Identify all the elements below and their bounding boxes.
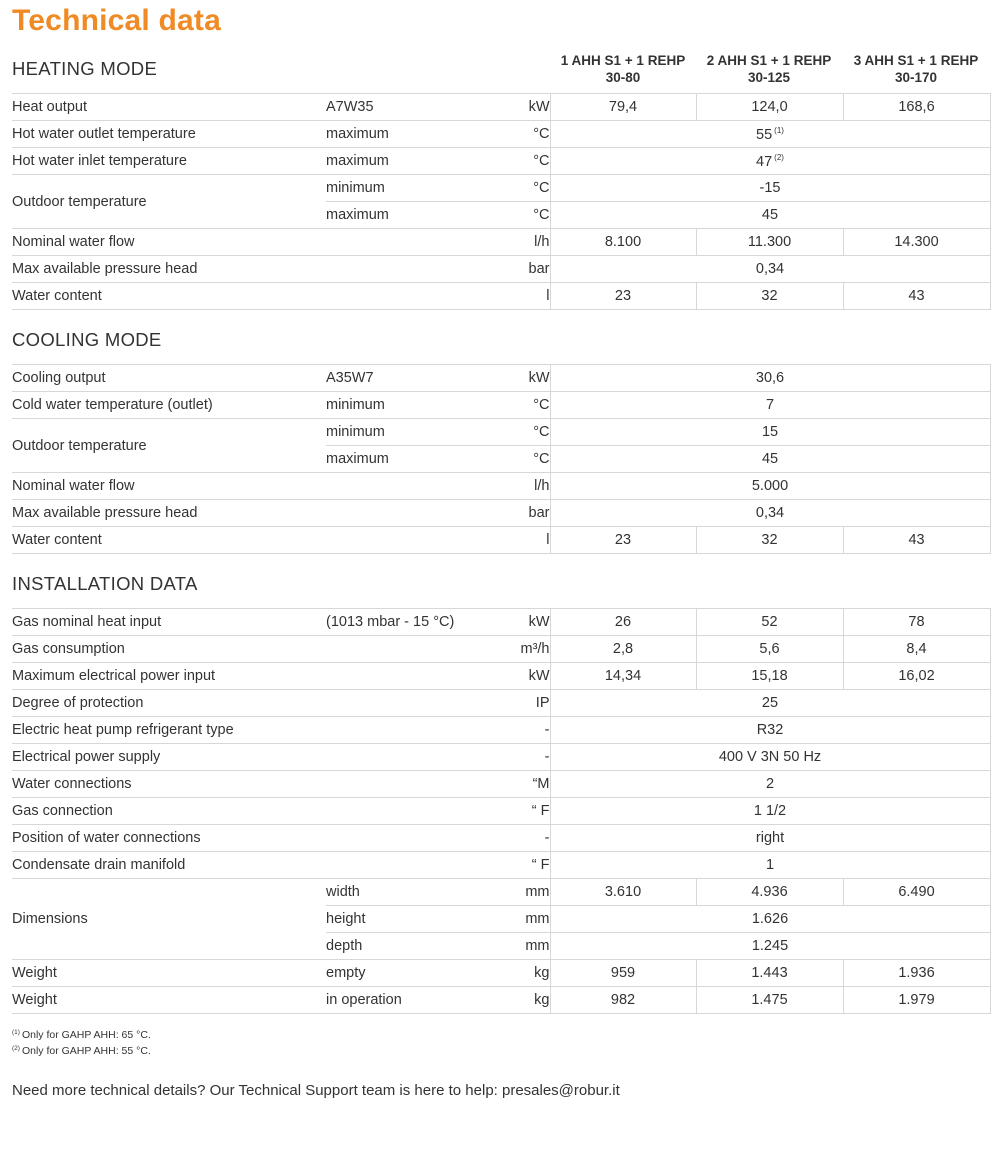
cooling-section-title: COOLING MODE — [12, 329, 162, 350]
row-condition: A7W35 — [326, 94, 466, 121]
table-row — [12, 392, 990, 419]
table-row — [12, 473, 990, 500]
column-header-2: 2 AHH S1 + 1 REHP 30-125 — [706, 53, 832, 85]
row-condition — [326, 852, 466, 879]
row-value-2: 32 — [696, 527, 843, 554]
row-value-2: 1.443 — [696, 960, 843, 987]
row-unit: kg — [466, 987, 550, 1014]
installation-table — [12, 608, 991, 1014]
row-value-3: 168,6 — [843, 94, 990, 121]
row-condition: minimum — [326, 392, 466, 419]
row-condition — [326, 744, 466, 771]
row-value: 45 — [550, 202, 990, 229]
cooling-table — [12, 364, 991, 554]
row-unit: “ F — [466, 798, 550, 825]
row-condition — [326, 771, 466, 798]
row-label: Max available pressure head — [12, 500, 326, 527]
row-value: right — [550, 825, 990, 852]
row-condition — [326, 473, 466, 500]
row-value-1: 3.610 — [550, 879, 696, 906]
row-value-3: 78 — [843, 609, 990, 636]
row-condition — [326, 283, 466, 310]
footnotes — [12, 1026, 151, 1058]
row-condition: maximum — [326, 121, 466, 148]
table-row — [12, 717, 990, 744]
row-value: R32 — [550, 717, 990, 744]
row-unit: kW — [466, 663, 550, 690]
row-label: Cooling output — [12, 365, 326, 392]
row-unit: bar — [466, 500, 550, 527]
row-condition: (1013 mbar - 15 °C) — [326, 609, 466, 636]
row-value-3: 16,02 — [843, 663, 990, 690]
row-unit: mm — [466, 906, 550, 933]
row-label: Weight — [12, 960, 326, 987]
row-condition — [326, 256, 466, 283]
row-value-1: 79,4 — [550, 94, 696, 121]
row-label: Dimensions — [12, 879, 326, 960]
table-row — [12, 744, 990, 771]
row-value: 5.000 — [550, 473, 990, 500]
row-condition: maximum — [326, 202, 466, 229]
row-unit: “ F — [466, 852, 550, 879]
row-label: Outdoor temperature — [12, 419, 326, 473]
row-value-3: 8,4 — [843, 636, 990, 663]
row-label: Gas nominal heat input — [12, 609, 326, 636]
row-condition: depth — [326, 933, 466, 960]
row-value-1: 14,34 — [550, 663, 696, 690]
row-condition: A35W7 — [326, 365, 466, 392]
row-label: Electrical power supply — [12, 744, 326, 771]
row-condition — [326, 663, 466, 690]
table-row — [12, 175, 990, 202]
row-value: 1 1/2 — [550, 798, 990, 825]
footnote-marker: (1) — [774, 125, 784, 135]
row-value: 400 V 3N 50 Hz — [550, 744, 990, 771]
table-row — [12, 365, 990, 392]
row-condition — [326, 798, 466, 825]
row-unit: - — [466, 744, 550, 771]
row-value-1: 2,8 — [550, 636, 696, 663]
row-condition — [326, 500, 466, 527]
row-condition: width — [326, 879, 466, 906]
page-title: Technical data — [12, 4, 221, 37]
row-unit: IP — [466, 690, 550, 717]
table-row — [12, 283, 990, 310]
row-condition: empty — [326, 960, 466, 987]
row-label: Outdoor temperature — [12, 175, 326, 229]
footnote-1: $^{(1)}$ Only for GAHP AHH: 65 °C. — [12, 1029, 151, 1041]
row-value: 7 — [550, 392, 990, 419]
row-condition — [326, 229, 466, 256]
row-value: 0,34 — [550, 500, 990, 527]
row-value-3: 1.936 — [843, 960, 990, 987]
row-unit: kg — [466, 960, 550, 987]
row-condition: maximum — [326, 446, 466, 473]
row-unit: °C — [466, 446, 550, 473]
table-row — [12, 771, 990, 798]
row-unit: m³/h — [466, 636, 550, 663]
table-row — [12, 419, 990, 446]
row-label: Gas consumption — [12, 636, 326, 663]
row-condition: minimum — [326, 175, 466, 202]
table-row — [12, 636, 990, 663]
row-condition: maximum — [326, 148, 466, 175]
table-row — [12, 987, 990, 1014]
row-label: Electric heat pump refrigerant type — [12, 717, 326, 744]
table-row — [12, 609, 990, 636]
row-value-1: 959 — [550, 960, 696, 987]
row-label: Condensate drain manifold — [12, 852, 326, 879]
row-label: Water connections — [12, 771, 326, 798]
row-label: Nominal water flow — [12, 473, 326, 500]
row-unit: l/h — [466, 229, 550, 256]
row-value-1: 26 — [550, 609, 696, 636]
row-value: 30,6 — [550, 365, 990, 392]
row-unit: mm — [466, 933, 550, 960]
row-value: 55 $^{(1)}$ — [550, 121, 990, 148]
row-unit: l — [466, 527, 550, 554]
row-label: Hot water inlet temperature — [12, 148, 326, 175]
row-condition — [326, 825, 466, 852]
table-row — [12, 256, 990, 283]
table-row — [12, 229, 990, 256]
row-label: Water content — [12, 283, 326, 310]
row-unit: kW — [466, 609, 550, 636]
row-condition: height — [326, 906, 466, 933]
row-label: Weight — [12, 987, 326, 1014]
row-value-3: 43 — [843, 527, 990, 554]
table-row — [12, 690, 990, 717]
row-label: Position of water connections — [12, 825, 326, 852]
row-label: Heat output — [12, 94, 326, 121]
row-condition — [326, 636, 466, 663]
row-value-1: 23 — [550, 527, 696, 554]
row-value-2: 11.300 — [696, 229, 843, 256]
heating-section-title: HEATING MODE — [12, 58, 158, 79]
row-unit: kW — [466, 94, 550, 121]
row-unit: - — [466, 717, 550, 744]
table-row — [12, 148, 990, 175]
row-condition — [326, 690, 466, 717]
table-row — [12, 798, 990, 825]
row-value: 47 $^{(2)}$ — [550, 148, 990, 175]
table-row — [12, 527, 990, 554]
row-unit: l — [466, 283, 550, 310]
row-value-2: 124,0 — [696, 94, 843, 121]
table-row — [12, 94, 990, 121]
table-row — [12, 960, 990, 987]
row-label: Hot water outlet temperature — [12, 121, 326, 148]
column-header-3: 3 AHH S1 + 1 REHP 30-170 — [853, 53, 979, 85]
row-value-2: 4.936 — [696, 879, 843, 906]
heating-table — [12, 93, 991, 310]
column-headers — [550, 52, 990, 88]
row-unit: °C — [466, 202, 550, 229]
row-unit: l/h — [466, 473, 550, 500]
row-label: Water content — [12, 527, 326, 554]
row-unit: kW — [466, 365, 550, 392]
table-row — [12, 825, 990, 852]
table-row — [12, 121, 990, 148]
installation-section-title: INSTALLATION DATA — [12, 573, 198, 594]
row-value-1: 23 — [550, 283, 696, 310]
row-value: 1 — [550, 852, 990, 879]
row-unit: “M — [466, 771, 550, 798]
row-value: 25 — [550, 690, 990, 717]
row-value-2: 15,18 — [696, 663, 843, 690]
row-value: 0,34 — [550, 256, 990, 283]
row-value-1: 8.100 — [550, 229, 696, 256]
support-text: Need more technical details? Our Technical Support team is here to help: presales@robur.it — [12, 1082, 620, 1099]
row-condition: in operation — [326, 987, 466, 1014]
table-row — [12, 852, 990, 879]
row-value-2: 52 — [696, 609, 843, 636]
row-value: 45 — [550, 446, 990, 473]
row-label: Cold water temperature (outlet) — [12, 392, 326, 419]
row-unit: mm — [466, 879, 550, 906]
row-value-2: 1.475 — [696, 987, 843, 1014]
row-value: -15 — [550, 175, 990, 202]
row-unit: bar — [466, 256, 550, 283]
row-unit: °C — [466, 392, 550, 419]
footnote-marker: (2) — [774, 152, 784, 162]
table-row — [12, 500, 990, 527]
row-condition — [326, 717, 466, 744]
column-header-1: 1 AHH S1 + 1 REHP 30-80 — [560, 53, 686, 85]
footnote-2: $^{(2)}$ Only for GAHP AHH: 55 °C. — [12, 1045, 151, 1057]
row-unit: °C — [466, 175, 550, 202]
row-value-3: 14.300 — [843, 229, 990, 256]
row-unit: °C — [466, 148, 550, 175]
row-value: 15 — [550, 419, 990, 446]
row-value-3: 43 — [843, 283, 990, 310]
row-unit: °C — [466, 121, 550, 148]
row-value-3: 6.490 — [843, 879, 990, 906]
row-unit: - — [466, 825, 550, 852]
row-label: Degree of protection — [12, 690, 326, 717]
row-label: Gas connection — [12, 798, 326, 825]
table-row — [12, 879, 990, 906]
row-label: Maximum electrical power input — [12, 663, 326, 690]
row-label: Max available pressure head — [12, 256, 326, 283]
row-unit: °C — [466, 419, 550, 446]
row-label: Nominal water flow — [12, 229, 326, 256]
row-value: 2 — [550, 771, 990, 798]
row-condition: minimum — [326, 419, 466, 446]
row-value-1: 982 — [550, 987, 696, 1014]
row-value: 1.245 — [550, 933, 990, 960]
table-row — [12, 663, 990, 690]
row-value-2: 5,6 — [696, 636, 843, 663]
row-value-2: 32 — [696, 283, 843, 310]
row-value-3: 1.979 — [843, 987, 990, 1014]
row-condition — [326, 527, 466, 554]
row-value: 1.626 — [550, 906, 990, 933]
